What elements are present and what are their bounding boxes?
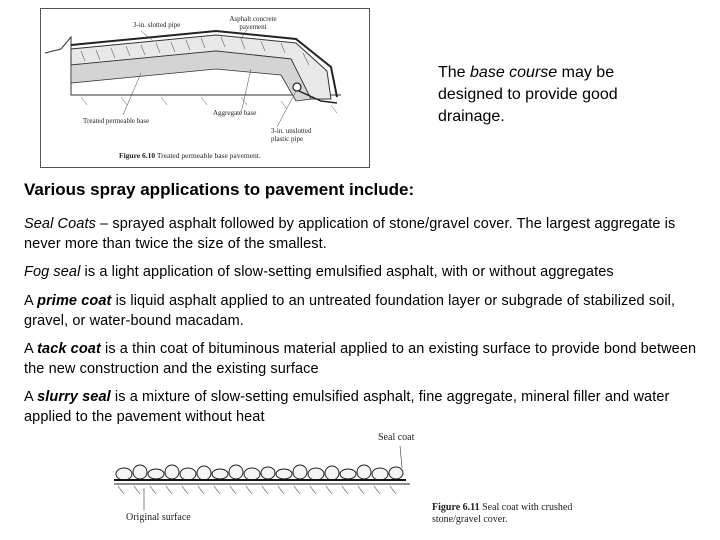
paragraph-seal-coats xyxy=(24,214,704,254)
base-course-note xyxy=(438,62,638,128)
label-seal-coat: Seal coat xyxy=(378,432,415,443)
figure-caption-6-11 xyxy=(432,502,608,526)
figure-number-6-11: Figure 6.11 xyxy=(432,502,480,513)
prefix-tack-coat: A xyxy=(24,341,38,357)
paragraph-tack-coat xyxy=(24,339,704,379)
note-text-pre: The xyxy=(438,64,471,81)
pavement-cross-section-drawing xyxy=(41,9,371,169)
figure-caption-text-6-11: Seal coat with crushed stone/gravel cover. xyxy=(432,502,573,525)
definition-fog-seal: is a light application of slow-setting emulsified asphalt, with or without aggregates xyxy=(80,264,614,280)
label-unslotted-pipe: 3-in. unslotted plastic pipe xyxy=(271,127,312,143)
paragraph-prime-coat xyxy=(24,291,704,331)
definition-slurry-seal: is a mixture of slow-setting emulsified asphalt, fine aggregate, mineral filler and water applied to the pavement without heat xyxy=(24,389,670,425)
label-slotted-pipe: 3-in. slotted pipe xyxy=(133,21,181,29)
label-original-surface: Original surface xyxy=(126,512,191,523)
label-asphalt-pavement: Asphalt concrete pavement xyxy=(229,15,277,31)
definition-prime-coat: is liquid asphalt applied to an untreated foundation layer or subgrade of stabilized soil, gravel, or water-bound macadam. xyxy=(24,293,676,329)
term-prime-coat: prime coat xyxy=(37,293,112,309)
paragraph-fog-seal xyxy=(24,262,704,282)
term-tack-coat: tack coat xyxy=(37,341,101,357)
term-seal-coats: Seal Coats xyxy=(24,216,96,232)
section-heading: Various spray applications to pavement include: xyxy=(24,180,415,199)
prefix-slurry-seal: A xyxy=(24,389,38,405)
definition-tack-coat: is a thin coat of bituminous material applied to an existing surface to provide bond between the new construction and the existing surface xyxy=(24,341,697,377)
label-aggregate-base: Aggregate base xyxy=(213,109,257,117)
figure-caption-text: Treated permeable base pavement. xyxy=(156,151,261,160)
paragraph-slurry-seal xyxy=(24,387,704,427)
definition-seal-coats: – sprayed asphalt followed by application of stone/gravel cover. The largest aggregate is never more than twice the size of the smallest. xyxy=(24,216,676,252)
term-slurry-seal: slurry seal xyxy=(37,389,111,405)
note-text-post: may be designed to provide good drainage. xyxy=(438,64,618,125)
term-fog-seal: Fog seal xyxy=(24,264,81,280)
figure-seal-coat xyxy=(110,428,610,536)
figure-caption xyxy=(119,151,261,160)
figure-treated-permeable-base xyxy=(40,8,370,168)
figure-number: Figure 6.10 xyxy=(119,151,156,160)
label-treated-permeable-base: Treated permeable base xyxy=(83,117,150,125)
note-emphasis: base course xyxy=(470,64,558,81)
prefix-prime-coat: A xyxy=(24,293,38,309)
